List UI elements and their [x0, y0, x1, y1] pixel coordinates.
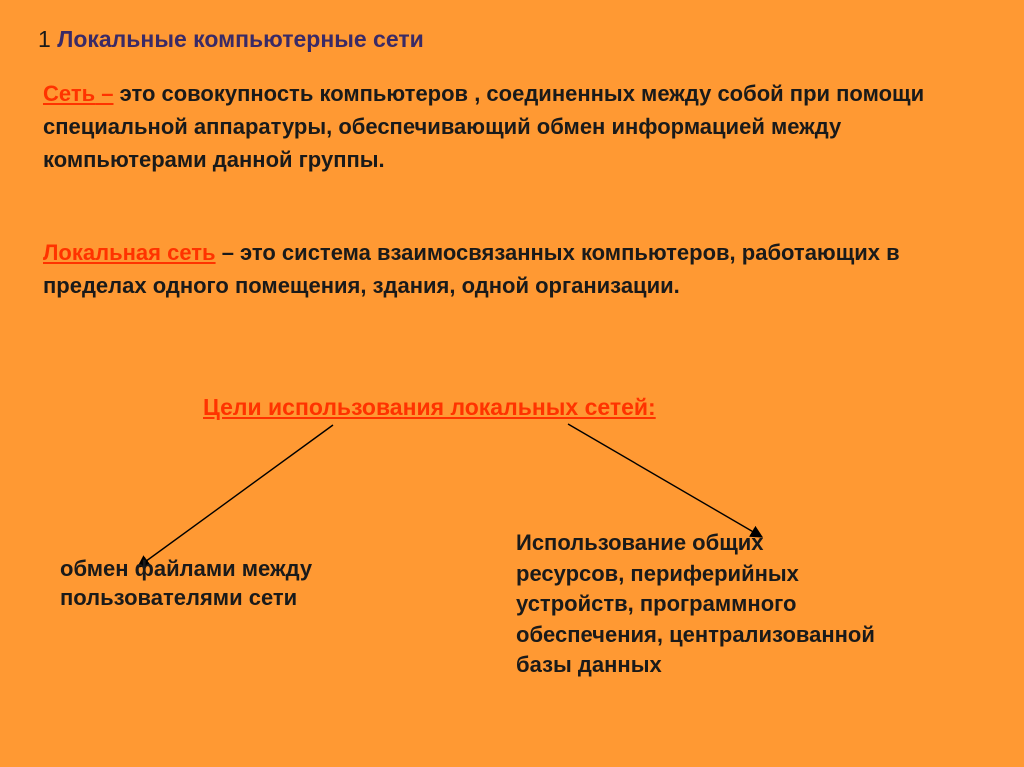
network-term-dash: – — [95, 81, 114, 106]
network-term: Сеть — [43, 81, 96, 106]
goal-shared-resources: Использование общих ресурсов, периферийных устройств, программного обеспечения, централизованной базы данных — [516, 530, 875, 677]
network-definition-text: это совокупность компьютеров , соединенных между собой при помощи специальной аппаратуры, обеспечивающий обмен информацией между компьютерами данной группы. — [43, 81, 925, 172]
arrow-left — [138, 425, 333, 567]
goal-file-exchange: обмен файлами между пользователями сети — [60, 556, 313, 610]
title-number: 1 — [38, 26, 51, 52]
lan-definition-text: – это система взаимосвязанных компьютеров, работающих в пределах одного помещения, здания, одной организации. — [43, 240, 900, 298]
goals-heading: Цели использования локальных сетей: — [203, 394, 656, 420]
title-text: Локальные компьютерные сети — [57, 26, 424, 52]
arrow-right — [568, 424, 762, 537]
lan-term: Локальная сеть — [43, 240, 216, 265]
